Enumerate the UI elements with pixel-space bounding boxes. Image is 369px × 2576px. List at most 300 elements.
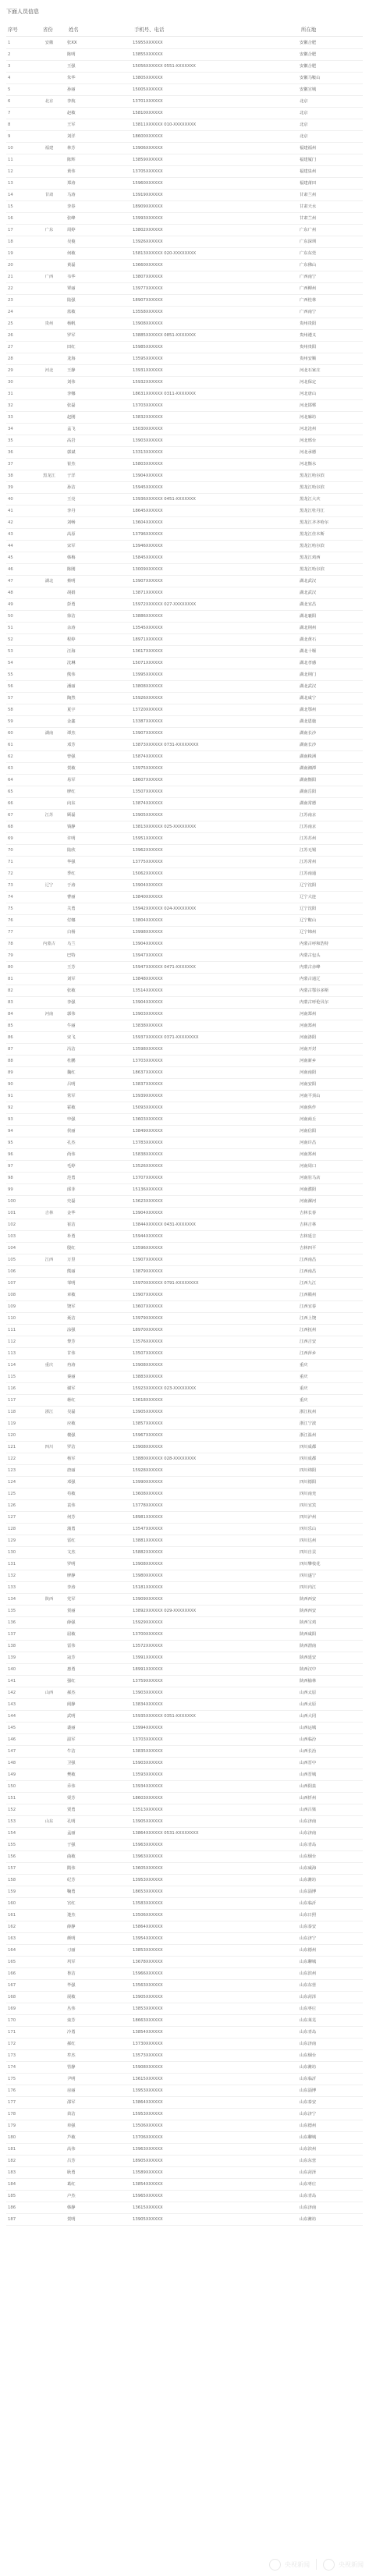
row-location: 山东泰安: [300, 1925, 317, 1929]
row-province: 江苏: [44, 813, 54, 818]
row-name: 葛红: [67, 2182, 76, 2187]
table-row: [0, 798, 369, 810]
row-province: 安徽: [44, 41, 54, 45]
row-number: 63: [8, 766, 13, 771]
row-number: 125: [8, 1492, 16, 1496]
row-number: 164: [8, 1948, 16, 1953]
row-phone: 13934XXXXXX: [133, 1784, 163, 1789]
row-number: 34: [8, 427, 13, 431]
row-number: 3: [8, 64, 11, 69]
row-phone: 15181XXXXXX: [133, 1585, 163, 1590]
row-location: 湖北黄石: [300, 637, 317, 642]
row-location: 辽宁鞍山: [300, 918, 317, 923]
row-location: 贵州贵阳: [300, 345, 317, 349]
row-name: 栾芳: [67, 2018, 76, 2023]
table-row: [0, 166, 369, 178]
row-name: 阎静: [67, 1702, 76, 1707]
row-province: 广西: [44, 275, 54, 279]
row-number: 52: [8, 637, 13, 642]
row-number: 83: [8, 1000, 13, 1005]
table-row: [0, 1266, 369, 1278]
row-number: 94: [8, 1129, 13, 1134]
row-phone: 15874XXXXXX: [133, 754, 163, 759]
row-number: 116: [8, 1386, 16, 1391]
row-phone: 13506XXXXXX: [133, 1913, 163, 1918]
row-phone: 13720XXXXXX: [133, 708, 163, 712]
row-phone: 13607XXXXXX: [133, 1304, 163, 1309]
row-phone: 13909XXXXXX: [133, 1597, 163, 1602]
row-phone: 13700XXXXXX: [133, 1632, 163, 1637]
table-row: [0, 2038, 369, 2050]
table-row: [0, 939, 369, 950]
row-phone: 13939XXXXXX: [133, 1094, 163, 1098]
row-location: 山东枣庄: [300, 2007, 317, 2011]
row-phone: 13979XXXXXX: [133, 1316, 163, 1321]
table-row: [0, 2003, 369, 2015]
row-number: 54: [8, 661, 13, 665]
row-phone: 13886XXXXXX: [133, 614, 163, 619]
row-location: 安徽合肥: [300, 52, 317, 57]
row-location: 山东聊城: [300, 1960, 317, 1964]
row-province: 四川: [44, 1445, 54, 1449]
row-location: 河北保定: [300, 380, 317, 385]
row-location: 内蒙古通辽: [300, 977, 321, 981]
row-location: 四川遂宁: [300, 1574, 317, 1578]
table-row: [0, 2167, 369, 2179]
table-row: [0, 424, 369, 435]
row-location: 山东青岛: [300, 1843, 317, 1847]
table-row: [0, 143, 369, 154]
row-name: 王芳: [67, 965, 76, 970]
row-phone: 18645XXXXXX: [133, 509, 163, 513]
row-location: 山东枣庄: [300, 2182, 317, 2187]
row-number: 141: [8, 1679, 16, 1684]
row-name: 刘洋: [67, 134, 76, 139]
row-phone: 13905XXXXXX: [133, 813, 163, 818]
row-phone: 13573XXXXXX: [133, 2053, 163, 2058]
table-row: [0, 2202, 369, 2214]
row-name: 季红: [67, 871, 76, 876]
row-name: 侯丽: [67, 1129, 76, 1134]
row-phone: 13596XXXXXX: [133, 1246, 163, 1251]
row-location: 河北沧州: [300, 427, 317, 431]
row-phone: 13904XXXXXX: [133, 883, 163, 888]
row-phone: 13906XXXXXX: [133, 146, 163, 151]
row-name: 郑涛: [67, 181, 76, 186]
row-number: 50: [8, 614, 13, 619]
row-name: 饶军: [67, 1304, 76, 1309]
row-name: 鲁洁: [67, 1971, 76, 1976]
table-row: [0, 2097, 369, 2109]
row-location: 辽宁大连: [300, 895, 317, 899]
row-phone: 18907XXXXXX: [133, 298, 163, 303]
row-phone: 13563XXXXXX: [133, 1983, 163, 1988]
row-location: 湖北荆州: [300, 626, 317, 630]
row-name: 曲敏: [67, 1854, 76, 1859]
table-row: [0, 1102, 369, 1114]
table-row: [0, 892, 369, 903]
row-location: 江西吉安: [300, 1339, 317, 1344]
table-row: [0, 49, 369, 61]
row-location: 河北石家庄: [300, 368, 321, 373]
row-number: 73: [8, 883, 13, 888]
row-name: 李春: [67, 204, 76, 209]
table-row: [0, 1208, 369, 1219]
row-number: 66: [8, 801, 13, 806]
row-location: 浙江温州: [300, 1433, 317, 1438]
row-phone: 13589XXXXXX: [133, 2170, 163, 2175]
row-name: 贺明: [67, 2217, 76, 2222]
table-row: [0, 716, 369, 728]
row-name: 徐洁: [67, 614, 76, 619]
row-location: 山东济南: [300, 2042, 317, 2046]
row-number: 174: [8, 2065, 16, 2070]
row-number: 184: [8, 2182, 16, 2187]
table-row: [0, 845, 369, 857]
table-row: [0, 1488, 369, 1500]
row-location: 广东广州: [300, 228, 317, 232]
row-phone: 15947XXXXXX 0471-XXXXXXX: [133, 965, 196, 970]
row-number: 183: [8, 2170, 16, 2175]
row-number: 134: [8, 1597, 16, 1602]
table-row: [0, 1126, 369, 1137]
table-row: [0, 821, 369, 833]
row-location: 山东济宁: [300, 1936, 317, 1941]
row-location: 陕西宝鸡: [300, 1620, 317, 1625]
row-name: 冷勇: [67, 2030, 76, 2035]
row-location: 湖北咸宁: [300, 696, 317, 701]
row-name: 何敏: [67, 251, 76, 256]
table-row: [0, 447, 369, 459]
row-name: 张XX: [67, 41, 77, 45]
row-number: 178: [8, 2112, 16, 2117]
row-name: 李涛: [67, 1585, 76, 1590]
table-row: [0, 634, 369, 646]
row-number: 97: [8, 1164, 13, 1169]
row-name: 罗军: [67, 333, 76, 338]
row-name: 房丽: [67, 2088, 76, 2093]
table-row: [0, 1219, 369, 1231]
row-location: 辽宁沈阳: [300, 907, 317, 911]
row-location: 湖北孝感: [300, 661, 317, 665]
table-row: [0, 681, 369, 693]
row-location: 山东临沂: [300, 2077, 317, 2081]
row-name: 涂强: [67, 1328, 76, 1332]
row-name: 华强: [67, 860, 76, 864]
row-number: 86: [8, 1035, 13, 1040]
row-number: 77: [8, 930, 13, 935]
row-number: 148: [8, 1761, 16, 1765]
row-name: 李航: [67, 99, 76, 104]
row-phone: 13387XXXXXX: [133, 719, 163, 724]
row-number: 120: [8, 1433, 16, 1438]
row-name: 陈明: [67, 52, 76, 57]
row-name: 顾磊: [67, 813, 76, 818]
table-row: [0, 506, 369, 517]
row-name: 杨帆: [67, 321, 76, 326]
row-phone: 13576XXXXXX: [133, 1339, 163, 1344]
table-row: [0, 541, 369, 552]
row-name: 杨军: [67, 1457, 76, 1461]
row-number: 37: [8, 462, 13, 467]
row-phone: 13998XXXXXX: [133, 930, 163, 935]
row-number: 145: [8, 1726, 16, 1730]
row-name: 樊敏: [67, 1772, 76, 1777]
row-phone: 13598XXXXXX: [133, 1047, 163, 1052]
row-name: 乔伟: [67, 1784, 76, 1789]
table-row: [0, 1921, 369, 1933]
row-phone: 13707XXXXXX: [133, 1176, 163, 1180]
row-phone: 13775XXXXXX: [133, 860, 163, 864]
row-number: 40: [8, 497, 13, 502]
row-name: 冯洁: [67, 1047, 76, 1052]
row-location: 江苏苏州: [300, 836, 317, 841]
table-row: [0, 2120, 369, 2132]
row-location: 湖南常德: [300, 801, 317, 806]
table-row: [0, 1407, 369, 1418]
table-row: [0, 178, 369, 190]
row-location: 山西临汾: [300, 1737, 317, 1742]
row-number: 168: [8, 1995, 16, 1999]
row-phone: 13905XXXXXX: [133, 1995, 163, 1999]
row-location: 甘肃兰州: [300, 216, 317, 221]
table-row: [0, 1020, 369, 1032]
row-location: 吉林长春: [300, 1211, 317, 1215]
row-location: 河南周口: [300, 1164, 317, 1169]
row-number: 187: [8, 2217, 16, 2222]
table-row: [0, 1734, 369, 1746]
row-phone: 13834XXXXXX: [133, 1702, 163, 1707]
row-location: 四川乐山: [300, 1527, 317, 1531]
table-row: [0, 2179, 369, 2191]
row-number: 93: [8, 1117, 13, 1122]
row-name: 吴俊: [67, 240, 76, 244]
row-number: 42: [8, 520, 13, 525]
row-phone: 13583XXXXXX: [133, 1901, 163, 1906]
table-row: [0, 1360, 369, 1371]
row-name: 薛静: [67, 1925, 76, 1929]
row-name: 应敏: [67, 1421, 76, 1426]
table-row: [0, 1547, 369, 1559]
row-number: 24: [8, 310, 13, 314]
row-number: 19: [8, 251, 13, 256]
row-number: 98: [8, 1176, 13, 1180]
row-phone: 13813XXXXXX 025-XXXXXXXX: [133, 825, 197, 829]
row-location: 福建莆田: [300, 181, 317, 186]
row-number: 95: [8, 1141, 13, 1145]
table-row: [0, 1840, 369, 1851]
row-name: 罗洁: [67, 1445, 76, 1449]
table-row: [0, 2085, 369, 2097]
row-number: 171: [8, 2030, 16, 2035]
row-number: 124: [8, 1480, 16, 1485]
row-phone: 13545XXXXXX: [133, 626, 163, 630]
row-location: 江苏常州: [300, 860, 317, 864]
table-row: [0, 1500, 369, 1512]
row-name: 廖静: [67, 1574, 76, 1578]
row-phone: 13848XXXXXX: [133, 977, 163, 981]
row-number: 96: [8, 1152, 13, 1157]
row-location: 河北承德: [300, 450, 317, 455]
row-number: 58: [8, 708, 13, 712]
row-number: 133: [8, 1585, 16, 1590]
row-phone: 13849XXXXXX: [133, 1129, 163, 1134]
table-row: [0, 494, 369, 506]
row-location: 山东德州: [300, 1948, 317, 1953]
row-phone: 13903XXXXXX: [133, 1012, 163, 1017]
row-phone: 13990XXXXXX: [133, 1480, 163, 1485]
row-name: 陈辉: [67, 158, 76, 162]
table-row: [0, 611, 369, 623]
row-name: 易军: [67, 778, 76, 782]
row-location: 山东威海: [300, 1866, 317, 1871]
row-phone: 13905XXXXXX: [133, 2217, 163, 2222]
row-name: 常军: [67, 1094, 76, 1098]
table-row: [0, 1418, 369, 1430]
row-name: 潘丽: [67, 684, 76, 689]
row-phone: 13871XXXXXX: [133, 591, 163, 595]
row-location: 内蒙古呼和浩特: [300, 942, 329, 946]
row-number: 89: [8, 1070, 13, 1075]
table-row: [0, 974, 369, 985]
row-number: 131: [8, 1562, 16, 1567]
row-phone: 13919XXXXXX: [133, 193, 163, 197]
row-province: 甘肃: [44, 193, 54, 197]
row-location: 陕西咸阳: [300, 1632, 317, 1637]
row-name: 苗洁: [67, 2112, 76, 2117]
row-phone: 13730XXXXXX: [133, 2042, 163, 2046]
row-phone: 18971XXXXXX: [133, 637, 163, 642]
table-row: [0, 1711, 369, 1723]
row-number: 38: [8, 474, 13, 478]
table-row: [0, 1149, 369, 1161]
row-location: 山西吕梁: [300, 1808, 317, 1812]
row-name: 文杰: [67, 1550, 76, 1555]
row-location: 贵州安顺: [300, 357, 317, 361]
table-row: [0, 1524, 369, 1535]
table-row: [0, 271, 369, 283]
row-number: 20: [8, 263, 13, 268]
row-number: 150: [8, 1784, 16, 1789]
row-number: 154: [8, 1831, 16, 1836]
row-phone: 13892XXXXXX 029-XXXXXXXX: [133, 1609, 197, 1613]
row-location: 黑龙江哈尔滨: [300, 485, 325, 490]
row-number: 79: [8, 953, 13, 958]
row-name: 尹明: [67, 2077, 76, 2081]
row-phone: 13605XXXXXX: [133, 1866, 163, 1871]
row-phone: 13859XXXXXX: [133, 158, 163, 162]
row-number: 160: [8, 1901, 16, 1906]
row-name: 武明: [67, 1714, 76, 1719]
row-location: 四川绵阳: [300, 1468, 317, 1473]
row-number: 56: [8, 684, 13, 689]
row-number: 33: [8, 415, 13, 420]
table-row: [0, 1875, 369, 1886]
row-phone: 13904XXXXXX: [133, 474, 163, 478]
row-name: 张敏: [67, 988, 76, 993]
table-row: [0, 1430, 369, 1442]
row-location: 四川达州: [300, 1538, 317, 1543]
row-number: 110: [8, 1316, 16, 1321]
row-phone: 13506XXXXXX: [133, 2124, 163, 2128]
row-name: 张峰: [67, 216, 76, 221]
table-row: [0, 950, 369, 962]
row-location: 河南商丘: [300, 1117, 317, 1122]
row-number: 181: [8, 2147, 16, 2152]
row-number: 68: [8, 825, 13, 829]
row-location: 广西南宁: [300, 275, 317, 279]
table-row: [0, 400, 369, 412]
row-name: 韦华: [67, 275, 76, 279]
row-phone: 13759XXXXXX: [133, 1679, 163, 1684]
row-location: 陕西西安: [300, 1609, 317, 1613]
row-name: 范勇: [67, 1176, 76, 1180]
row-name: 渠芳: [67, 1796, 76, 1801]
table-row: [0, 1325, 369, 1336]
row-number: 149: [8, 1772, 16, 1777]
table-row: [0, 1933, 369, 1945]
row-phone: 13705XXXXXX: [133, 169, 163, 174]
row-name: 金鑫: [67, 719, 76, 724]
row-phone: 15951XXXXXX: [133, 836, 163, 841]
row-number: 17: [8, 228, 13, 232]
table-row: [0, 775, 369, 786]
row-location: 江西南昌: [300, 1269, 317, 1274]
row-location: 四川成都: [300, 1445, 317, 1449]
table-row: [0, 2132, 369, 2144]
table-header: [0, 25, 369, 34]
row-name: 关勇: [67, 907, 76, 911]
row-location: 重庆: [300, 1386, 308, 1391]
row-name: 宋军: [67, 544, 76, 548]
table-row: [0, 1851, 369, 1863]
row-phone: 13907XXXXXX: [133, 1258, 163, 1262]
table-row: [0, 1173, 369, 1184]
table-row: [0, 517, 369, 529]
row-number: 147: [8, 1749, 16, 1754]
row-phone: 13864XXXXXX: [133, 2100, 163, 2105]
table-row: [0, 1278, 369, 1290]
row-number: 132: [8, 1574, 16, 1578]
table-row: [0, 470, 369, 482]
table-row: [0, 1079, 369, 1091]
row-location: 湖北宜昌: [300, 602, 317, 607]
row-name: 卫强: [67, 1761, 76, 1765]
row-name: 郭斌: [67, 450, 76, 455]
row-location: 山东日照: [300, 1913, 317, 1918]
table-row: [0, 225, 369, 236]
header-phone: 手机号、电话: [134, 27, 165, 33]
row-phone: 13908XXXXXX: [133, 1562, 163, 1567]
row-phone: 13904XXXXXX: [133, 942, 163, 946]
row-location: 湖北荆门: [300, 672, 317, 677]
row-number: 64: [8, 778, 13, 782]
row-name: 邱菲: [67, 1187, 76, 1192]
table-row: [0, 1161, 369, 1173]
row-location: 内蒙古呼伦贝尔: [300, 1000, 329, 1005]
row-phone: 13608XXXXXX: [133, 1492, 163, 1496]
row-divider: [6, 2225, 363, 2226]
row-location: 江西赣州: [300, 1293, 317, 1297]
row-number: 161: [8, 1913, 16, 1918]
row-phone: 15093XXXXXX: [133, 1105, 163, 1110]
table-row: [0, 1957, 369, 1968]
row-phone: 13507XXXXXX: [133, 1351, 163, 1356]
cctv-logo-icon: [269, 2559, 281, 2571]
table-row: [0, 2050, 369, 2062]
row-number: 49: [8, 602, 13, 607]
row-number: 111: [8, 1328, 16, 1332]
